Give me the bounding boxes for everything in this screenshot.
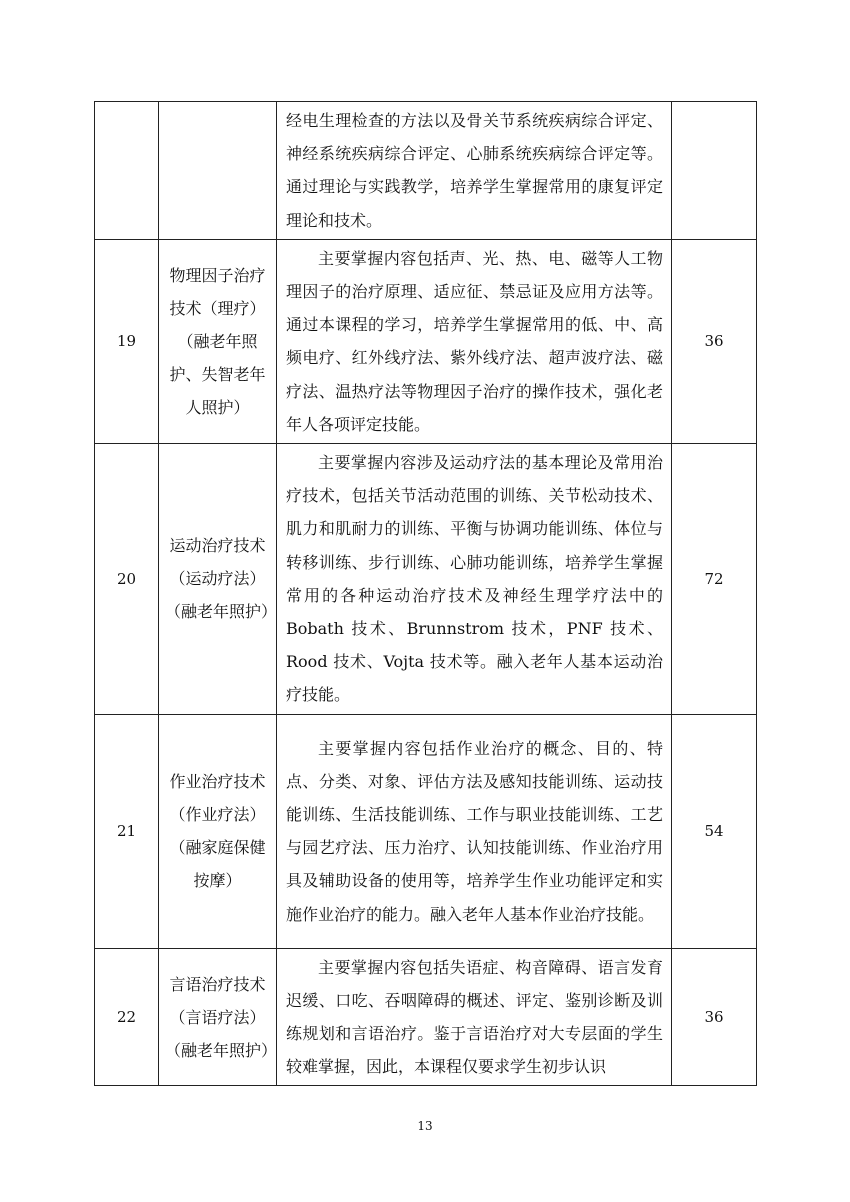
course-description: 主要掌握内容涉及运动疗法的基本理论及常用治疗技术，包括关节活动范围的训练、关节松动技术、肌力和肌耐力的训练、平衡与协调功能训练、体位与转移训练、步行训练、心肺功能训练，培养学生掌握常用的各种运动治疗技术及神经生理学疗法中的 Bobath 技术、Brunnstrom 技术，PNF 技术、Rood 技术、Vojta 技术等。融入老年人基本运动治疗技能。	[277, 444, 672, 715]
course-name: 物理因子治疗技术（理疗）（融老年照护、失智老年人照护）	[159, 239, 277, 443]
course-hours: 36	[672, 239, 757, 443]
course-description: 主要掌握内容包括声、光、热、电、磁等人工物理因子的治疗原理、适应征、禁忌证及应用方法等。通过本课程的学习，培养学生掌握常用的低、中、高频电疗、红外线疗法、紫外线疗法、超声波疗法、磁疗法、温热疗法等物理因子治疗的操作技术，强化老年人各项评定技能。	[277, 239, 672, 443]
course-number: 22	[95, 948, 159, 1086]
table-row	[95, 239, 757, 443]
course-number: 20	[95, 444, 159, 715]
course-description: 主要掌握内容包括失语症、构音障碍、语言发育迟缓、口吃、吞咽障碍的概述、评定、鉴别诊断及训练规划和言语治疗。鉴于言语治疗对大专层面的学生较难掌握，因此，本课程仅要求学生初步认识	[277, 948, 672, 1086]
table-row	[95, 948, 757, 1086]
course-name: 作业治疗技术（作业疗法）（融家庭保健按摩）	[159, 714, 277, 948]
table-row	[95, 102, 757, 240]
course-name	[159, 102, 277, 240]
course-number: 19	[95, 239, 159, 443]
table-row	[95, 714, 757, 948]
course-hours: 36	[672, 948, 757, 1086]
course-name: 言语治疗技术（言语疗法）（融老年照护）	[159, 948, 277, 1086]
course-hours: 72	[672, 444, 757, 715]
course-hours: 54	[672, 714, 757, 948]
course-name: 运动治疗技术（运动疗法）（融老年照护）	[159, 444, 277, 715]
course-number	[95, 102, 159, 240]
course-number: 21	[95, 714, 159, 948]
course-description: 主要掌握内容包括作业治疗的概念、目的、特点、分类、对象、评估方法及感知技能训练、运动技能训练、生活技能训练、工作与职业技能训练、工艺与园艺疗法、压力治疗、认知技能训练、作业治疗用具及辅助设备的使用等，培养学生作业功能评定和实施作业治疗的能力。融入老年人基本作业治疗技能。	[277, 714, 672, 948]
table-row	[95, 444, 757, 715]
course-description: 经电生理检查的方法以及骨关节系统疾病综合评定、神经系统疾病综合评定、心肺系统疾病综合评定等。通过理论与实践教学，培养学生掌握常用的康复评定理论和技术。	[277, 102, 672, 240]
course-hours	[672, 102, 757, 240]
course-table	[94, 101, 757, 1086]
page-number: 13	[417, 1119, 433, 1133]
